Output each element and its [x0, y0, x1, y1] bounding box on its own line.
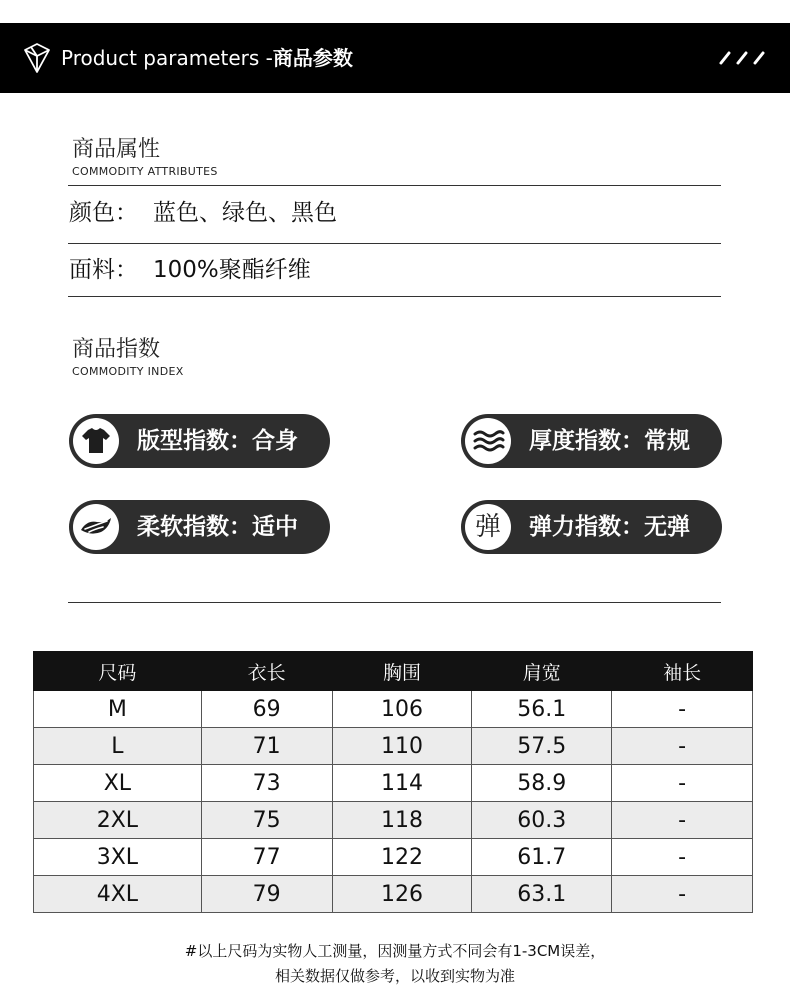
tshirt-icon [73, 418, 119, 464]
table-row [34, 876, 753, 913]
table-row [34, 691, 753, 728]
index-pill-text: 版型指数：合身 [137, 428, 298, 454]
attribute-value: 蓝色、绿色、黑色 [153, 200, 337, 226]
table-cell: 110 [332, 728, 472, 765]
attribute-row-color [69, 198, 337, 228]
table-cell: 79 [201, 876, 332, 913]
attributes-title: 商品属性 [72, 137, 161, 162]
column-header: 尺码 [34, 652, 202, 691]
header-title-en: Product parameters - [61, 46, 273, 70]
attribute-row-fabric [69, 255, 311, 285]
header-title [61, 45, 353, 71]
table-cell: 2XL [34, 802, 202, 839]
column-header: 袖长 [612, 652, 753, 691]
table-cell: 60.3 [472, 802, 612, 839]
table-cell: 71 [201, 728, 332, 765]
table-cell: 77 [201, 839, 332, 876]
table-cell: - [612, 765, 753, 802]
attribute-label: 面料： [69, 257, 138, 283]
table-cell: 61.7 [472, 839, 612, 876]
feather-soft-icon [73, 504, 119, 550]
table-row [34, 802, 753, 839]
table-cell: - [612, 876, 753, 913]
index-pill-text: 柔软指数：适中 [137, 514, 298, 540]
table-cell: XL [34, 765, 202, 802]
table-cell: 118 [332, 802, 472, 839]
table-cell: 3XL [34, 839, 202, 876]
table-cell: 58.9 [472, 765, 612, 802]
size-note-line2: 相关数据仅做参考，以收到实物为准 [274, 967, 515, 985]
attribute-label: 颜色： [69, 200, 138, 226]
table-cell: - [612, 802, 753, 839]
divider [68, 243, 721, 244]
header-title-cn: 商品参数 [272, 46, 353, 70]
wave-layers-icon [465, 418, 511, 464]
divider [68, 185, 721, 186]
column-header: 肩宽 [472, 652, 612, 691]
table-cell: 63.1 [472, 876, 612, 913]
triple-slash-icon [716, 48, 768, 68]
index-pill-text: 弹力指数：无弹 [529, 514, 690, 540]
table-cell: - [612, 839, 753, 876]
index-subtitle: COMMODITY INDEX [72, 365, 184, 378]
elastic-char-icon [465, 504, 511, 550]
column-header: 衣长 [201, 652, 332, 691]
table-cell: 126 [332, 876, 472, 913]
index-pill-softness [69, 500, 330, 554]
table-cell: 69 [201, 691, 332, 728]
header-bar [0, 23, 790, 93]
table-cell: L [34, 728, 202, 765]
divider [68, 602, 721, 603]
table-cell: 75 [201, 802, 332, 839]
table-cell: 56.1 [472, 691, 612, 728]
column-header: 胸围 [332, 652, 472, 691]
size-table [33, 651, 753, 913]
table-cell: 73 [201, 765, 332, 802]
table-cell: 4XL [34, 876, 202, 913]
table-cell: - [612, 691, 753, 728]
attributes-subtitle: COMMODITY ATTRIBUTES [72, 165, 218, 178]
table-cell: 57.5 [472, 728, 612, 765]
index-title: 商品指数 [72, 337, 161, 362]
table-cell: 122 [332, 839, 472, 876]
index-pill-fit [69, 414, 330, 468]
divider [68, 296, 721, 297]
index-pill-text: 厚度指数：常规 [529, 428, 690, 454]
table-row [34, 728, 753, 765]
attribute-value: 100%聚酯纤维 [153, 257, 311, 283]
table-cell: 114 [332, 765, 472, 802]
size-note-line1: #以上尺码为实物人工测量，因测量方式不同会有1-3CM误差， [184, 942, 606, 960]
table-cell: 106 [332, 691, 472, 728]
geometric-diamond-icon [22, 42, 52, 74]
index-pill-elasticity [461, 500, 722, 554]
index-pill-thickness [461, 414, 722, 468]
elastic-glyph: 弹 [474, 512, 501, 542]
table-row [34, 839, 753, 876]
table-cell: M [34, 691, 202, 728]
table-header-row [34, 652, 753, 691]
table-row [34, 765, 753, 802]
table-cell: - [612, 728, 753, 765]
